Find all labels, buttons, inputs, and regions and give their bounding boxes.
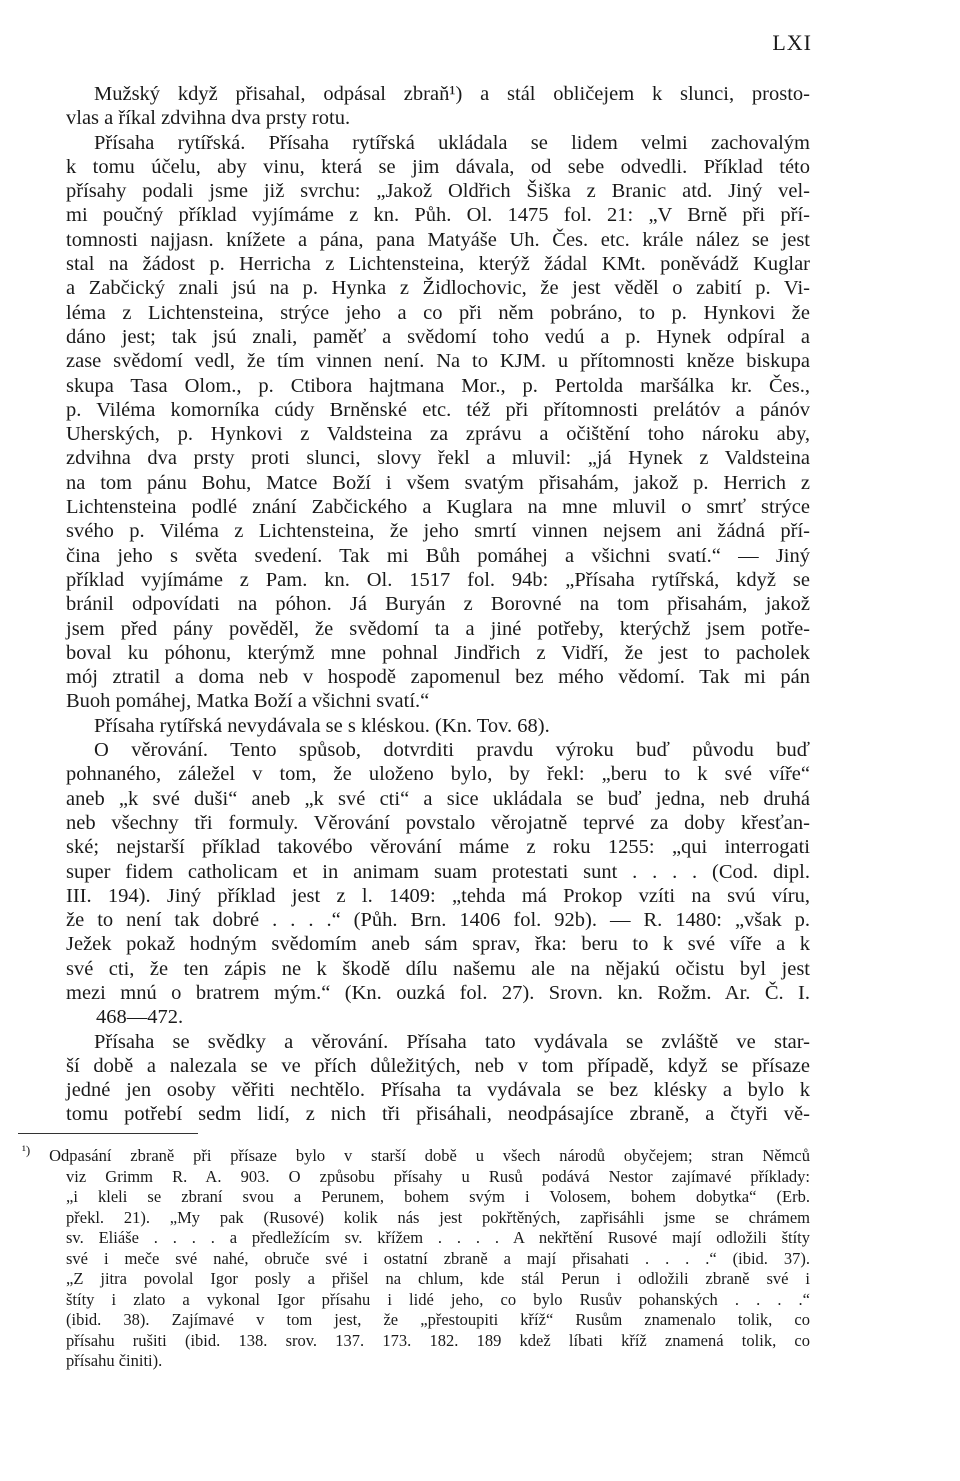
- text-line: že to není tak dobré . . . .“ (Půh. Brn. 1406 fol. 92b). — R. 1480: „však p.: [66, 909, 810, 932]
- text-line: mi poučný příklad vyjímáme z kn. Půh. Ol. 1475 fol. 21: „V Brně při pří-: [66, 204, 810, 227]
- text-line: neb všechny tři formuly. Věrování povstalo věrojatně teprvé za doby křesťan-: [66, 811, 810, 834]
- text-line: a Zabčický znali jsú na p. Hynka z Židlochovic, že jest věděl o zabití p. Vi-: [66, 277, 810, 300]
- text-line: mezi mnú o bratrem mým.“ (Kn. ouzká fol. 27). Srovn. kn. Rožm. Ar. Č. I.: [66, 981, 810, 1004]
- footnote-line: přísahu činiti).: [66, 1351, 163, 1370]
- text-line: léma z Lichtensteina, strýce jeho a co při něm pobráno, to p. Hynkovi že: [66, 301, 810, 324]
- page-number: LXI: [772, 30, 812, 55]
- footnote-line: (ibid. 38). Zajímavé v tom jest, že „přestoupiti kříž“ Rusům znamenalo tolik, co: [66, 1310, 810, 1329]
- text-line: Přísaha se svědky a věrování. Přísaha tato vydávala se zvláště ve star-: [94, 1030, 810, 1053]
- text-line: jedné jen osoby věřiti nechtělo. Přísaha ta vydávala se bez klésky a bylo k: [66, 1079, 810, 1102]
- text-line: ské; nejstarší příklad takovébo věrování máme z roku 1255: „qui interrogati: [66, 836, 810, 859]
- text-line: tomnosti najjasn. knížete a pána, pana Matyáše Uh. Čes. etc. krále nález se jest: [66, 228, 810, 251]
- text-line: Mužský když přisahal, odpásal zbraň¹) a stál obličejem k slunci, prosto-: [94, 83, 810, 105]
- footnote-line: sv. Eliáše . . . . a předležícím sv. křížem . . . . A nekřtění Rusové mají odložili štíty: [66, 1228, 810, 1247]
- text-line: zase svědomí vedl, že tím vinnen není. Na to KJM. u přítomnosti kněze biskupa: [66, 350, 810, 373]
- text-line: vlas a říkal zdvihna dva prsty rotu.: [66, 107, 351, 130]
- footnote-line: své i meče své nahé, obruče své i ostatní zbraně a mají přisahati . . . .“ (ibid. 37).: [66, 1248, 810, 1268]
- footnote-line: „i kleli se zbraní svou a Perunem, bohem svým i Volosem, bohem dobytka“ (Erb.: [66, 1187, 810, 1206]
- text-line: na tom pánu Bohu, Matce Boží i všem svatým přisahám, jakož p. Herrich z: [66, 471, 810, 494]
- text-line: Ježek pokaž hodným svědomím aneb sám sprav, řka: beru to k své víře a k: [66, 933, 810, 956]
- text-line: p. Viléma komorníka cúdy Brněnské etc. též při přítomnosti prelátóv a pánóv: [66, 398, 810, 421]
- text-line: O věrování. Tento spůsob, dotvrditi pravdu výroku buď původu buď: [94, 739, 810, 762]
- text-line: ší době a nalezala se ve přích důležitých, neb v tom případě, když se přísaze: [66, 1054, 810, 1077]
- text-line: čina jeho s světa svedení. Tak mi Bůh pomáhej a všichni svatí.“ — Jiný: [66, 544, 810, 567]
- text-line: příklad vyjímáme z Pam. kn. Ol. 1517 fol. 94b: „Přísaha rytířská, když se: [66, 568, 810, 591]
- text-line: Přísaha rytířská nevydávala se s kléskou. (Kn. Tov. 68).: [94, 714, 550, 737]
- footnote: [22, 1142, 811, 1372]
- footnote-line: přísahu rušiti (ibid. 138. srov. 137. 173. 182. 189 kdež líbati kříž znamená tolik, co: [66, 1330, 810, 1350]
- footnote-line: viz Grimm R. A. 903. O způsobu přísahy u Rusů podává Nestor zajímavé příklady:: [66, 1166, 810, 1186]
- text-line: pohnaného, záležel v tom, že uloženo bylo, by řekl: „beru to k své víře“: [66, 763, 810, 786]
- text-line: bránil odpovídati na póhon. Já Buryán z Borovné na tom přisahám, jakož: [66, 593, 810, 616]
- text-line: své cti, že ten zápis ne k škodě dílu našemu ale na nějakú očistu byl jest: [66, 957, 810, 980]
- text-line: Přísaha rytířská. Přísaha rytířská ukládala se lidem velmi zachovalým: [94, 131, 810, 154]
- text-line: zdvihna dva prsty proti slunci, slovy řekl a mluvil: „já Hynek z Valdsteina: [66, 447, 810, 470]
- footnote-line: „Z jitra povolal Igor posly a přišel na chlum, kde stál Perun i odložili zbraně své i: [66, 1269, 810, 1288]
- text-line: tomu potřebí sedm lidí, z nich tři přisáhali, neodpásajíce zbraně, a čtyři vě-: [66, 1103, 810, 1126]
- text-line: svého p. Viléma z Lichtensteina, že jeho smrtí vinnen nejsem ani žádná pří-: [66, 520, 810, 543]
- text-line: přísahy podali jsme již svrchu: „Jakož Oldřich Šiška z Branic atd. Jiný vel-: [66, 180, 810, 203]
- footnote-marker: ¹): [22, 1142, 31, 1158]
- text-line: k tomu účelu, aby vinu, která se jim dávala, od sebe odvedli. Příklad této: [66, 155, 810, 178]
- footnote-line: [22, 1142, 811, 1167]
- text-line: stal na žádost p. Herricha z Lichtensteina, kterýž žádal KMt. poněvádž Kuglar: [66, 253, 810, 276]
- main-text: [66, 82, 810, 1127]
- text-line: aneb „k své duši“ aneb „k své cti“ a sice ukládala se buď jedna, neb druhá: [66, 787, 810, 810]
- text-line: III. 194). Jiný příklad jest z l. 1409: „tehda má Prokop vzíti na svú víru,: [66, 884, 810, 907]
- text-line: Buoh pomáhej, Matka Boží a všichni svatí.“: [66, 690, 430, 713]
- text-line: skupa Tasa Olom., p. Ctibora hajtmana Mor., p. Pertolda maršálka kr. Čes.,: [66, 374, 810, 397]
- footnote-line: překl. 21). „My pak (Rusové) kolik nás jest pokřtěných, zapřisáhli jsme se chrámem: [66, 1207, 810, 1227]
- footnote-line-text: Odpasání zbraně při přísaze bylo v starší době u všech národů obyčejem; stran Němců: [49, 1146, 811, 1165]
- text-line: super fidem catholicam et in animam suam protestati sunt . . . . (Cod. dipl.: [66, 860, 810, 883]
- text-line: dáno jest; tak jsú znali, paměť a svědomí toho vedú a p. Hynek odpíral a: [66, 325, 810, 348]
- text-line: Uherských, p. Hynkovi z Valdsteina za zprávu a očištění toho nároku aby,: [66, 423, 810, 446]
- text-line: jsem před pány pověděl, že svědomí ta a jiné potřeby, kterýchž jsem potře-: [66, 617, 810, 640]
- text-line: mój ztratil a doma neb v hospodě zapomenul bez mého vědomí. Tak mi pán: [66, 666, 810, 689]
- footnote-divider: [18, 1133, 198, 1134]
- footnote-line: štíty i zlato a vykonal Igor přísahu i lidé jeho, co bylo Rusův pohanských . . . .“: [66, 1289, 810, 1309]
- text-line: 468—472.: [96, 1006, 184, 1029]
- text-line: Lichtensteina podlé znání Zabčického a Kuglara na mne mluvil o smrť strýce: [66, 496, 810, 519]
- text-line: boval ku póhonu, kterýmž mne pohnal Jindřich z Vidří, že jest to pacholek: [66, 641, 810, 664]
